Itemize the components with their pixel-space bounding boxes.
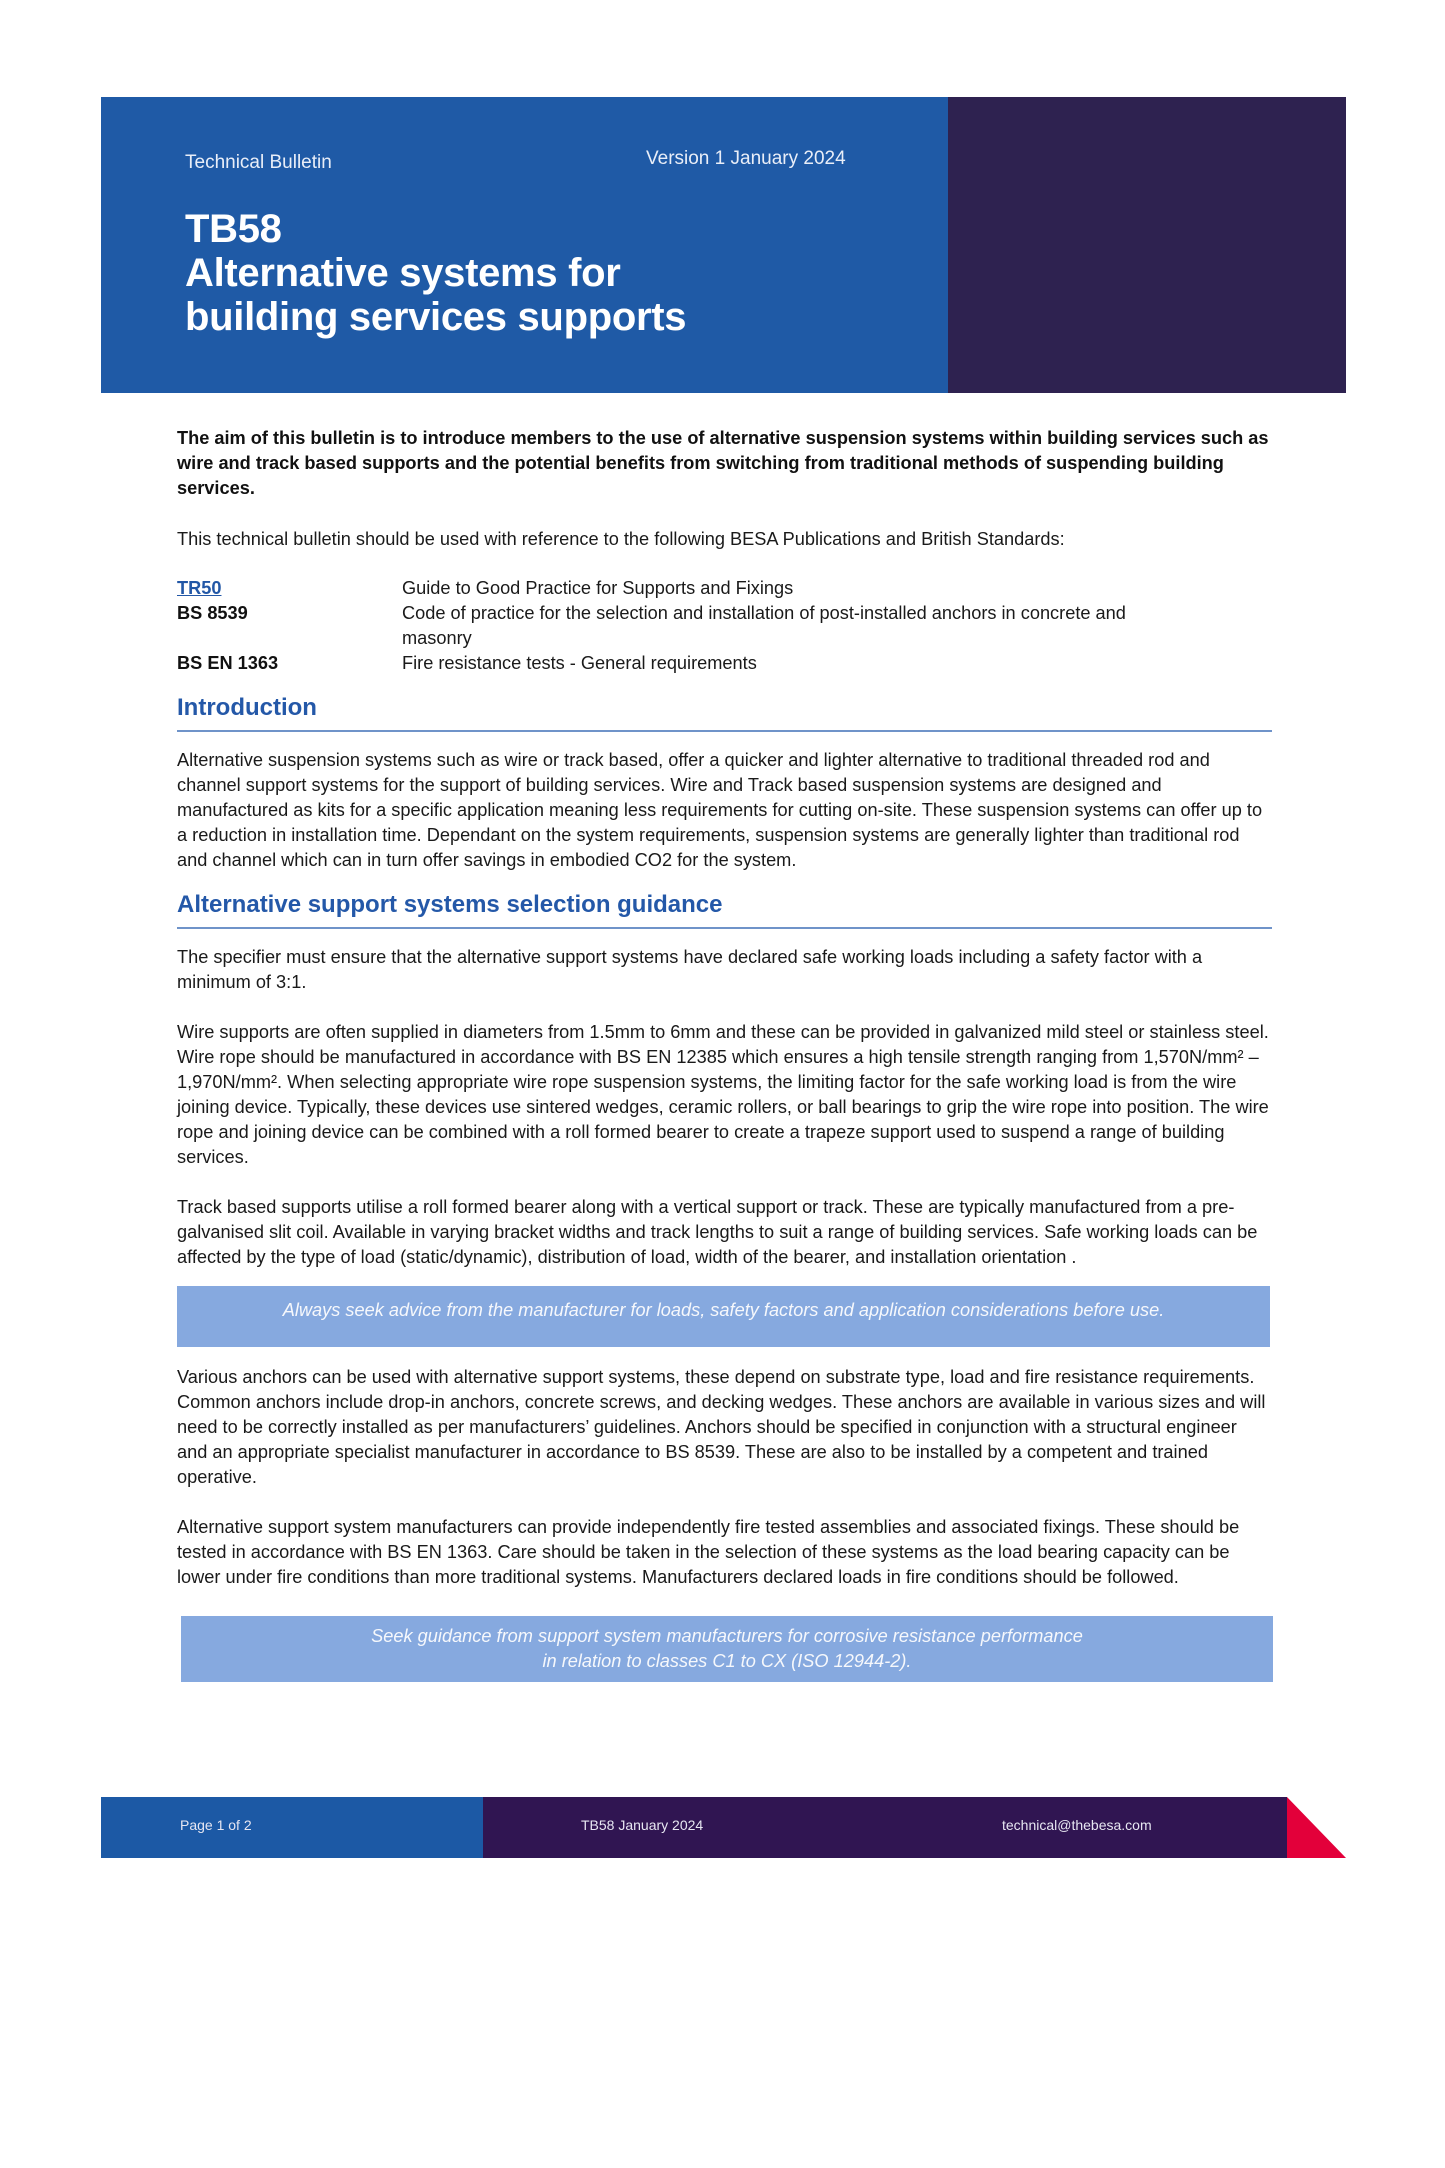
guidance-paragraph: Wire supports are often supplied in diameters from 1.5mm to 6mm and these can be provided in galvanized mild steel or stainless steel. Wire rope should be manufactured in accordance with BS EN 12385 which ensures a high tensile strength ranging from 1,570N/mm² – 1,970N/mm². When selecting appropriate wire rope suspension systems, the limiting factor for the safe working load is from the wire joining device. Typically, these devices use sintered wedges, ceramic rollers, or ball bearings to grip the wire rope into position. The wire rope and joining device can be combined with a roll formed bearer to create a trapeze support used to suspend a range of building services. <box>177 1022 1269 1167</box>
header-blue-panel <box>101 97 948 393</box>
version-label: Version 1 January 2024 <box>646 148 846 169</box>
guidance-paragraph: The specifier must ensure that the alternative support systems have declared safe working loads including a safety factor with a minimum of 3:1. <box>177 947 1203 992</box>
document-body <box>177 420 1272 1682</box>
references-intro: This technical bulletin should be used with reference to the following BESA Publications and British Standards: <box>177 529 1065 549</box>
reference-code: BS 8539 <box>177 603 248 623</box>
page-number: Page 1 of 2 <box>180 1817 252 1833</box>
corrosion-callout <box>181 1616 1273 1682</box>
page-footer <box>101 1797 1346 1858</box>
title-line: building services supports <box>185 295 687 339</box>
header-banner <box>101 97 1346 393</box>
reference-description: Guide to Good Practice for Supports and Fixings <box>402 578 794 598</box>
advice-callout: Always seek advice from the manufacturer for loads, safety factors and application considerations before use. <box>177 1286 1270 1347</box>
reference-code: BS EN 1363 <box>177 653 279 673</box>
title-code: TB58 <box>185 207 282 251</box>
reference-description: Code of practice for the selection and installation of post-installed anchors in concrete and masonry <box>402 603 1126 648</box>
reference-item <box>177 651 1272 676</box>
footer-blue-panel <box>101 1797 483 1858</box>
reference-description: Fire resistance tests - General requirements <box>402 653 757 673</box>
guidance-paragraph: Track based supports utilise a roll formed bearer along with a vertical support or track. These are typically manufactured from a pre-galvanised slit coil. Available in varying bracket widths and track lengths to suit a range of building services. Safe working loads can be affected by the type of load (static/dynamic), distribution of load, width of the bearer, and installation orientation . <box>177 1197 1258 1267</box>
header-navy-panel <box>948 97 1346 393</box>
references-list <box>177 576 1272 676</box>
introduction-paragraph: Alternative suspension systems such as wire or track based, offer a quicker and lighter alternative to traditional threaded rod and channel support systems for the support of building services. Wire and Track based suspension systems are designed and manufactured as kits for a specific application meaning less requirements for cutting on-site. These suspension systems can offer up to a reduction in installation time. Dependant on the system requirements, suspension systems are generally lighter than traditional rod and channel which can in turn offer savings in embodied CO2 for the system. <box>177 750 1263 870</box>
reference-item <box>177 601 1272 651</box>
guidance-paragraph: Various anchors can be used with alternative support systems, these depend on substrate type, load and fire resistance requirements. Common anchors include drop-in anchors, concrete screws, and decking wedges. These anchors are available in various sizes and will need to be correctly installed as per manufacturers’ guidelines. Anchors should be specified in conjunction with a structural engineer and an appropriate specialist manufacturer in accordance to BS 8539. These are also to be installed by a competent and trained operative. <box>177 1367 1266 1487</box>
section-heading-introduction: Introduction <box>177 690 1272 732</box>
reference-item <box>177 576 1272 601</box>
footer-email[interactable]: technical@thebesa.com <box>1002 1817 1152 1833</box>
document-type: Technical Bulletin <box>185 152 332 173</box>
lead-paragraph: The aim of this bulletin is to introduce members to the use of alternative suspension systems within building services such as wire and track based supports and the potential benefits from switching from traditional methods of suspending building services. <box>177 428 1269 498</box>
footer-red-accent <box>1287 1797 1346 1858</box>
callout-line: in relation to classes C1 to CX (ISO 12944-2). <box>542 1651 912 1671</box>
section-heading-selection-guidance: Alternative support systems selection guidance <box>177 887 1272 929</box>
guidance-paragraph: Alternative support system manufacturers can provide independently fire tested assemblies and associated fixings. These should be tested in accordance with BS EN 1363. Care should be taken in the selection of these systems as the load bearing capacity can be lower under fire conditions than more traditional systems. Manufacturers declared loads in fire conditions should be followed. <box>177 1517 1240 1587</box>
footer-document-ref: TB58 January 2024 <box>581 1817 704 1833</box>
title-line: Alternative systems for <box>185 251 621 295</box>
page-title <box>185 207 686 339</box>
reference-link-tr50[interactable]: TR50 <box>177 578 222 598</box>
footer-triangle-icon <box>1287 1797 1346 1858</box>
callout-line: Seek guidance from support system manufacturers for corrosive resistance performance <box>371 1626 1083 1646</box>
